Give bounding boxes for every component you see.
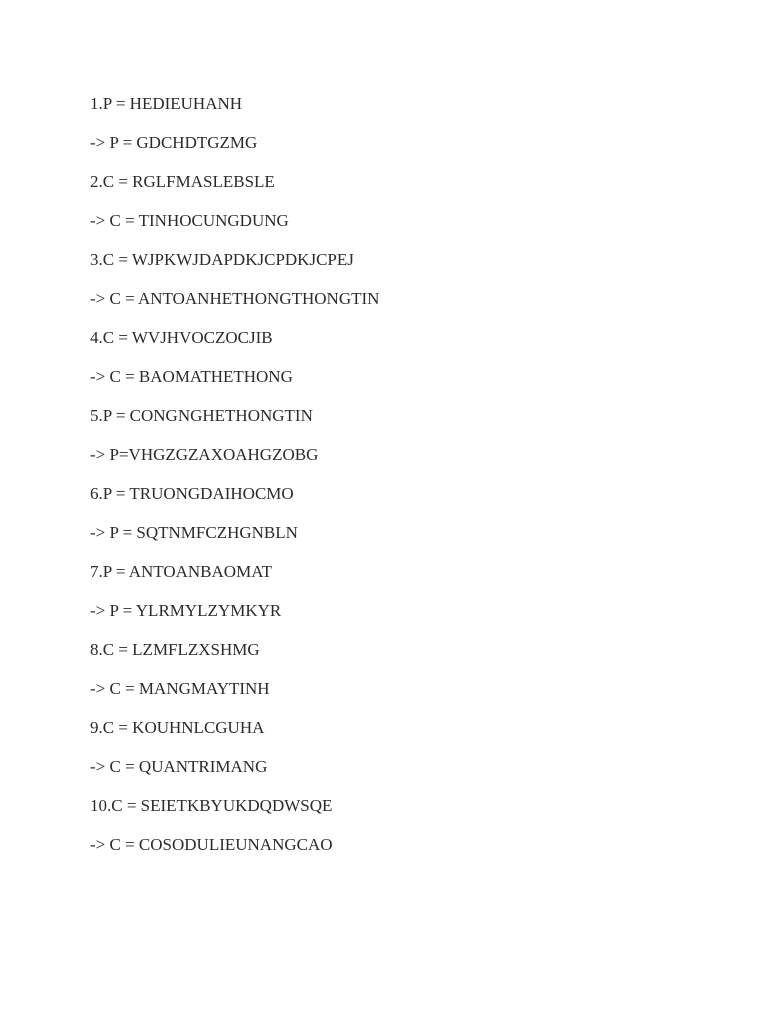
- problem-2-given: 2.C = RGLFMASLEBSLE: [90, 172, 275, 191]
- problem-3-answer: -> C = ANTOANHETHONGTHONGTIN: [90, 289, 380, 308]
- problem-10-given: 10.C = SEIETKBYUKDQDWSQE: [90, 796, 333, 815]
- problem-5-answer: -> P=VHGZGZAXOAHGZOBG: [90, 445, 319, 464]
- problem-8-given: 8.C = LZMFLZXSHMG: [90, 640, 260, 659]
- problem-9-given: 9.C = KOUHNLCGUHA: [90, 718, 265, 737]
- problem-4-answer: -> C = BAOMATHETHONG: [90, 367, 293, 386]
- problem-3-given: 3.C = WJPKWJDAPDKJCPDKJCPEJ: [90, 250, 354, 269]
- document-body: [90, 93, 730, 873]
- problem-1-answer: -> P = GDCHDTGZMG: [90, 133, 258, 152]
- problem-5-given: 5.P = CONGNGHETHONGTIN: [90, 406, 313, 425]
- problem-1-given: 1.P = HEDIEUHANH: [90, 94, 243, 113]
- problem-2-answer: -> C = TINHOCUNGDUNG: [90, 211, 289, 230]
- problem-7-given: 7.P = ANTOANBAOMAT: [90, 562, 272, 581]
- problem-10-answer: -> C = COSODULIEUNANGCAO: [90, 835, 333, 854]
- problem-6-given: 6.P = TRUONGDAIHOCMO: [90, 484, 294, 503]
- problem-9-answer: -> C = QUANTRIMANG: [90, 757, 268, 776]
- problem-6-answer: -> P = SQTNMFCZHGNBLN: [90, 523, 298, 542]
- problem-4-given: 4.C = WVJHVOCZOCJIB: [90, 328, 273, 347]
- problem-7-answer: -> P = YLRMYLZYMKYR: [90, 601, 282, 620]
- problem-8-answer: -> C = MANGMAYTINH: [90, 679, 270, 698]
